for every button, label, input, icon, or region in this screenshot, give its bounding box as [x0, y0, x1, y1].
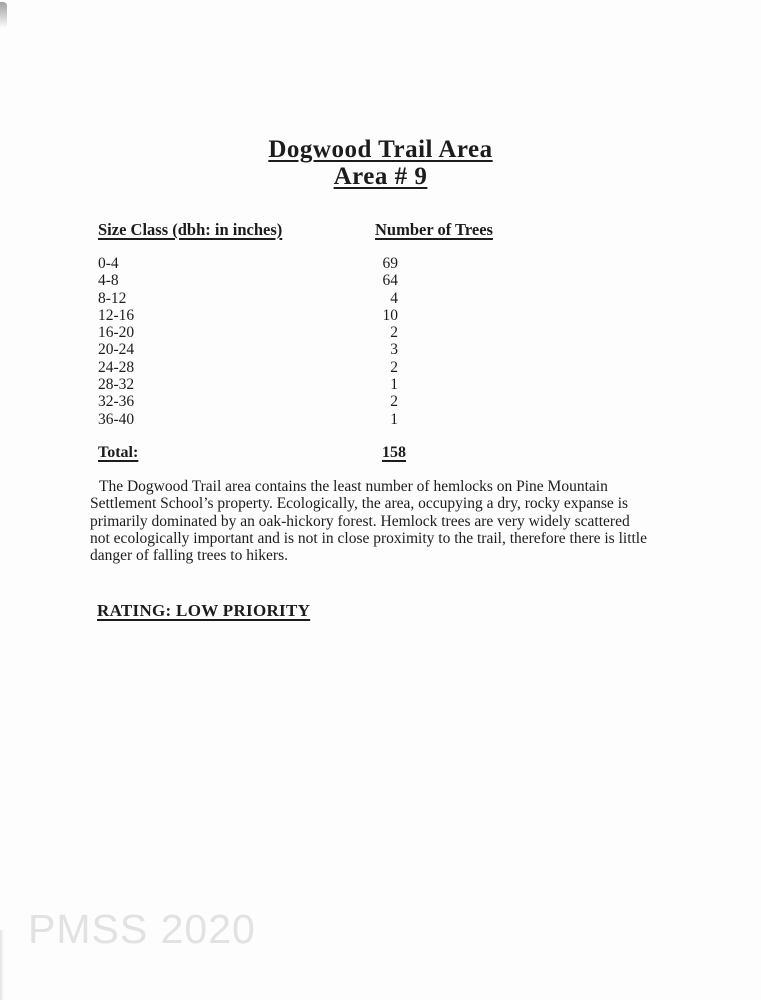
tree-count-cell: 64: [382, 272, 398, 290]
area-subtitle: Area # 9: [333, 163, 428, 190]
tree-count-cell: 10: [382, 306, 398, 324]
table-row: [98, 307, 398, 324]
size-class-cell: 4-8: [98, 272, 119, 290]
table-row: [98, 324, 398, 341]
size-class-column-header: Size Class (dbh: in inches): [98, 220, 283, 239]
table-row: [98, 393, 398, 410]
size-class-cell: 36-40: [98, 410, 135, 428]
table-row: [98, 411, 398, 428]
tree-count-cell: 1: [390, 376, 398, 394]
size-class-cell: 20-24: [98, 341, 135, 359]
tree-count-cell: 2: [390, 393, 398, 411]
size-class-table: [98, 255, 398, 428]
paragraph-line: danger of falling trees to hikers.: [90, 547, 288, 565]
document-title-block: [0, 136, 761, 190]
size-class-cell: 0-4: [98, 255, 119, 272]
table-row: [98, 359, 398, 376]
table-row: [98, 255, 398, 272]
paragraph-line: The Dogwood Trail area contains the least number of hemlocks on Pine Mountain: [99, 478, 608, 495]
narrative-paragraph: [90, 478, 686, 564]
total-label: Total:: [98, 444, 139, 461]
table-row: [98, 290, 398, 307]
size-class-cell: 8-12: [98, 289, 127, 307]
total-row: [98, 444, 406, 462]
table-row: [98, 272, 398, 289]
paragraph-line: not ecologically important and is not in close proximity to the trail, therefore there is little: [90, 529, 647, 547]
scan-edge-shade: [0, 930, 4, 1000]
pmss-watermark: PMSS 2020: [28, 906, 256, 952]
scan-edge-artifact: [0, 2, 7, 28]
tree-count-cell: 1: [390, 410, 398, 428]
tree-count-cell: 2: [390, 324, 398, 342]
table-row: [98, 341, 398, 358]
paragraph-line: Settlement School’s property. Ecologically, the area, occupying a dry, rocky expanse is: [90, 495, 629, 513]
tree-count-cell: 2: [390, 358, 398, 376]
size-class-cell: 32-36: [98, 393, 135, 411]
paragraph-line: primarily dominated by an oak-hickory forest. Hemlock trees are very widely scattered: [90, 512, 630, 530]
total-value: 158: [382, 444, 406, 461]
size-class-cell: 28-32: [98, 376, 135, 394]
size-class-cell: 12-16: [98, 306, 135, 324]
table-row: [98, 376, 398, 393]
tree-count-cell: 3: [390, 341, 398, 359]
size-class-cell: 24-28: [98, 358, 135, 376]
number-of-trees-column-header: Number of Trees: [375, 220, 493, 239]
size-class-cell: 16-20: [98, 324, 135, 342]
tree-count-cell: 4: [390, 289, 398, 307]
rating-label: RATING: LOW PRIORITY: [97, 601, 311, 620]
tree-count-cell: 69: [382, 255, 398, 272]
page-title: Dogwood Trail Area: [268, 136, 493, 163]
